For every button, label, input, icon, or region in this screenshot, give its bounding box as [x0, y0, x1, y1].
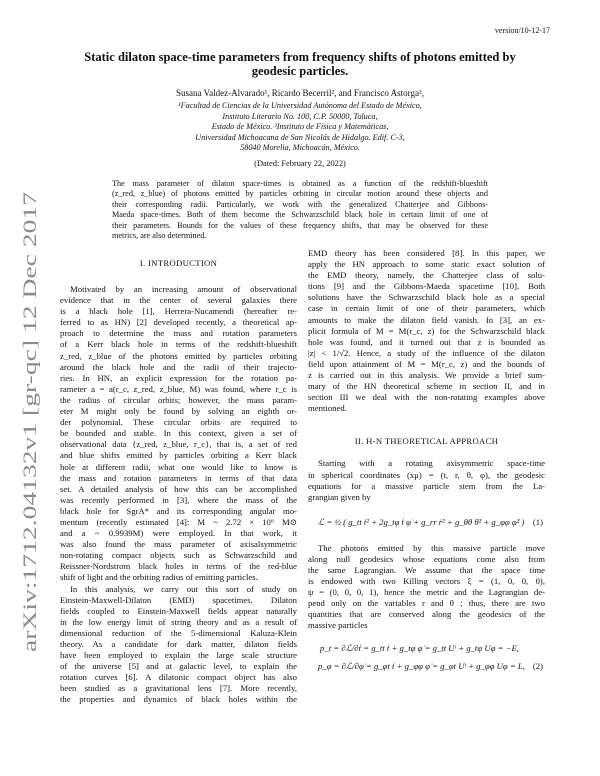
author-list: Susana Valdez-Alvarado¹, Ricardo Becerril², and Francisco Astorga²,: [176, 88, 424, 98]
body-line: Motivated by an increasing amount of observational: [70, 284, 297, 294]
body-line: the EMD theory, namely, the Chatterjee class of solu-: [308, 270, 545, 281]
body-line: field upon attainment of M = M(r_c, z) and the bounds of: [308, 358, 545, 369]
body-line: been studied as a gravitational lens [7]. More recently,: [60, 683, 297, 694]
body-line: around the black hole and the radii of their trajecto-: [60, 361, 297, 372]
arxiv-stamp-graphic: [14, 190, 44, 660]
equation-2-row-pt: [308, 640, 545, 658]
body-line: the radius of circular orbits; however, the mass param-: [60, 394, 297, 405]
body-line: shift of light and the orbiting radius of emitting particles.: [60, 572, 258, 583]
body-line: quantities that are conserved along the geodesics of the: [308, 609, 545, 620]
body-line: Reissner-Nordstrom black holes in terms of the red-blue: [60, 561, 297, 572]
body-line: section III we deal with the non-rotating examples above: [308, 392, 545, 403]
body-line: ries. In HN, an explicit expression for the rotation pa-: [60, 372, 297, 383]
body-line: EMD theory has been considered [8]. In this paper, we: [308, 248, 545, 258]
equation-2: [308, 640, 545, 676]
body-line: non-rotating compact objects such as Schwarzschild and: [60, 550, 297, 561]
affiliation-line: Estado de México. ²Instituto de Física y Matemáticas,: [211, 122, 389, 132]
equation-2-number: (2): [532, 660, 543, 671]
body-line: the mass and rotation parameters in terms of that data: [60, 472, 297, 483]
body-line: z is carried out in this analysis. We provide a brief sum-: [308, 370, 545, 381]
section-heading-hn-approach: II. H-N THEORETICAL APPROACH: [354, 436, 499, 447]
body-line: mentum (recently estimated [4]: M ~ 2.72 × 10⁶ M⊙: [60, 516, 297, 527]
body-line: equations for a massive particle stem from the La-: [308, 480, 545, 491]
title-line-1: Static dilaton space-time parameters from frequency shifts of photons emitted by: [84, 50, 516, 64]
body-line: is endowed with two Killing vectors ξ = (1, 0, 0, 0),: [308, 576, 545, 587]
body-line: amounts to make the dilaton field vanish. In [3], an ex-: [308, 314, 545, 325]
body-line: der polynomial. These circular orbits are required to: [60, 417, 297, 428]
body-line: tions [9] and the Gibbons-Maeda spacetime [10]. Both: [308, 281, 545, 292]
equation-2a-formula: p_t = ∂ℒ/∂ṫ = g_tt ṫ + g_tφ φ̇ = g_tt Uᵗ + g_tφ Uφ = −E,: [320, 642, 519, 653]
body-line: hole was found, and it turned out that z is bounded as: [308, 336, 545, 347]
body-line: pend only on the variables r and θ ; thus, there are two: [308, 598, 545, 609]
version-label: version/10-12-17: [494, 26, 550, 35]
body-line: ferred to as HN) [2] developed recently, a theoretical ap-: [60, 317, 297, 328]
body-line: z_red, z_blue of the photons emitted by particles orbiting: [60, 350, 297, 361]
body-line: theory. As a candidate for dark matter, dilaton fields: [60, 639, 297, 649]
body-line: and blue shifts emitted by particles orbiting a Kerr black: [60, 450, 297, 461]
body-line: black hole for SgrA* and its corresponding angular mo-: [60, 505, 297, 516]
abstract-line: Maeda space-times. Both of them become the Schwarzschild black hole in certain limit of one of: [112, 210, 488, 220]
body-line: solutions have the Schwarzschild black hole as a special: [308, 292, 545, 303]
title-line-2: geodesic particles.: [251, 64, 349, 78]
body-line: evidence that in the center of several galaxies there: [60, 295, 297, 306]
body-line: plicit formula of M = M(r_c, z) for the Schwarzschild black: [308, 325, 545, 336]
body-line: have been employed to explain the large scale structure: [60, 650, 297, 661]
equation-1: [308, 509, 545, 537]
affiliation-line: 58040 Morelia, Michoacán, México.: [240, 143, 360, 153]
body-line: Starting with a rotating axisymmetric space-time: [318, 458, 545, 469]
left-column: [60, 258, 297, 706]
equation-2-row-pphi: [308, 658, 545, 676]
body-line: case in certain limit of one of their parameters, which: [308, 303, 545, 314]
body-line: and a ~ 0.9939M) were employed. In that work, it: [60, 528, 297, 539]
body-line: rameter a = a(r_c, z_red, z_blue, M) was found, where r_c is: [60, 383, 297, 394]
affiliation-line: ¹Facultad de Ciencias de la Universidad Autónoma del Estado de México,: [178, 101, 422, 110]
body-line: proach to determine the mass and rotation parameters: [60, 328, 297, 339]
abstract-line: their corresponding radii. Particularly, we work with the generalized Chatterjee and Gibbons-: [112, 199, 488, 209]
body-line: grangian given by: [308, 491, 371, 502]
body-line: dimensional reduction of the 5-dimensional Kaluza-Klein: [60, 627, 297, 638]
body-line: observational data {z_red, z_blue, r_c}, that is, a set of red: [60, 439, 297, 450]
body-line: eter M might only be found by solving an eighth or-: [60, 406, 297, 417]
arxiv-id-text: arXiv:1712.04132v1 [gr-qc] 12 Dec 2017: [20, 335, 41, 652]
body-line: of the universe [5] and at galactic level, to explain the: [60, 661, 297, 672]
right-column: [308, 248, 545, 676]
body-line: rotation curves [6]. A dilatonic compact object has also: [60, 672, 297, 683]
body-line: |z| < 1/√2. Hence, a study of the influence of the dilaton: [308, 347, 545, 358]
abstract-line: metrics, are also determined.: [112, 231, 207, 241]
body-line: of a Kerr black hole in terms of the redshift-blueshift: [60, 339, 297, 350]
equation-1-formula: ℒ = ½ ( g_tt ṫ² + 2g_tφ ṫ φ̇ + g_rr ṙ² + g_θθ θ̇² + g_φφ φ̇² ): [318, 517, 525, 528]
abstract-line: (z_red, z_blue) of photons emitted by particles orbiting in circular motion around these objects and: [112, 189, 488, 199]
body-line: be bounded and stable. In this context, given a set of: [60, 428, 297, 439]
body-line: in spherical coordinates (xμ) = (t, r, θ, φ), the geodesic: [308, 469, 545, 480]
affiliation-line: Universidad Michoacana de San Nicolás de Hidalgo. Edif. C-3,: [195, 132, 405, 142]
body-line: was also found the mass parameter of axisalsymmetric: [60, 539, 297, 550]
body-line: the properties and dynamics of black holes within the: [60, 694, 297, 705]
equation-2b-formula: p_φ = ∂ℒ/∂φ̇ = g_φt ṫ + g_φφ φ̇ = g_φt Uᵗ + g_φφ Uφ = L,: [318, 660, 525, 671]
body-line: mary of the HN theoretical scheme in section II, and in: [308, 381, 545, 392]
body-line: the same Lagrangian. We assume that the space time: [308, 564, 545, 575]
arxiv-sidebar-stamp: [14, 190, 44, 660]
body-line: apply the HN approach to some static exact solution of: [308, 259, 545, 270]
equation-1-number: (1): [532, 517, 543, 528]
abstract: [112, 179, 488, 241]
affiliations: [90, 101, 510, 154]
body-line: ψ = (0, 0, 0, 1), hence the metric and the Lagrangian de-: [308, 587, 545, 598]
dated-line: (Dated: February 22, 2022): [254, 159, 346, 168]
body-line: hole at different radii, what one would like to know is: [60, 461, 297, 472]
paper-title: [60, 50, 540, 78]
body-line: In this analysis, we carry out this sort of study on: [70, 583, 297, 594]
body-line: in the low energy limit of string theory and as a result of: [60, 616, 297, 627]
body-line: The photons emitted by this massive particle move: [318, 542, 545, 553]
section-heading-introduction: I. INTRODUCTION: [139, 258, 218, 268]
body-line: massive particles: [308, 620, 368, 631]
body-line: Einstein-Maxwell-Dilaton (EMD) spacetimes. Dilaton: [60, 594, 297, 605]
body-line: set. A detailed analysis of how this can be accomplished: [60, 483, 297, 494]
abstract-line: The mass parameter of dilaton space-times is obtained as a function of the redshift-blueshift: [112, 179, 488, 188]
body-line: was recently performed in [3], where the mass of the: [60, 494, 297, 505]
body-line: fields coupled to Einstein-Maxwell fields appear naturally: [60, 605, 297, 616]
body-line: along null geodesics whose equations come also from: [308, 553, 545, 564]
body-line: is a black hole [1], Herrera-Nucamendi (hereafter re-: [60, 306, 297, 317]
abstract-line: their parameters. Bounds for the values of these frequency shifts, that may be observed for these: [112, 220, 488, 230]
affiliation-line: Instituto Literario No. 100, C.P. 50000, Toluca,: [222, 111, 378, 121]
body-line: mentioned.: [308, 403, 347, 414]
